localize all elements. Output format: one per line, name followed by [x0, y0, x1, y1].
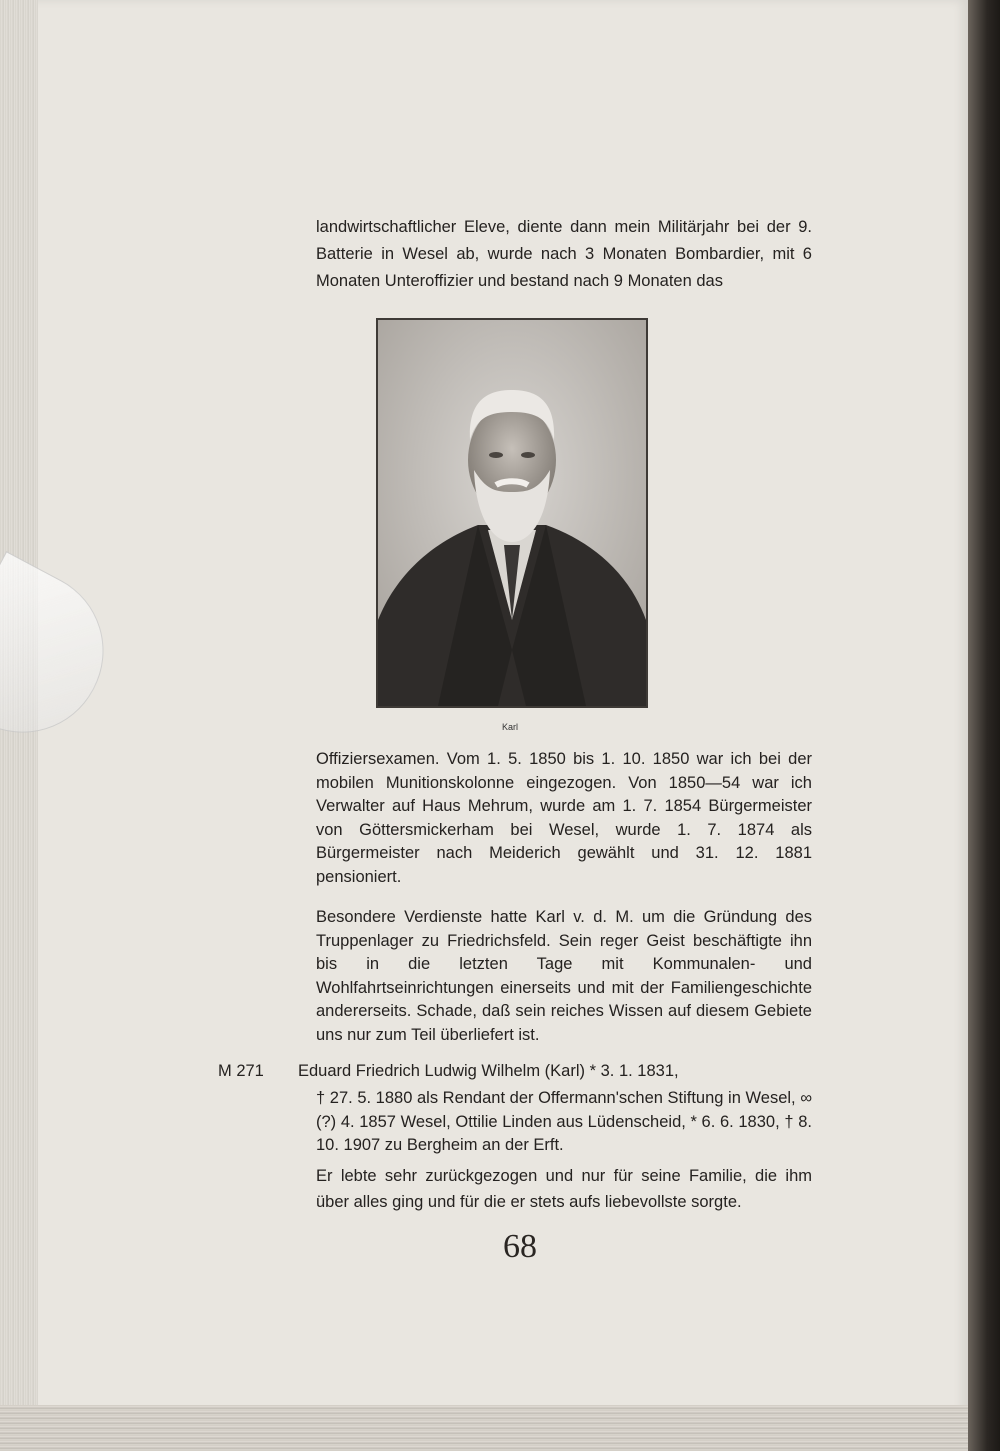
entry-description: Er lebte sehr zurückgezogen und nur für seine Familie, die ihm über alles ging und für die er stets aufs liebevollste sorgte.: [316, 1167, 812, 1211]
book-spine-shadow: [968, 0, 1000, 1451]
bottom-page-edges: [0, 1405, 968, 1451]
entry-heading: Eduard Friedrich Ludwig Wilhelm (Karl) * 3. 1. 1831,: [298, 1062, 679, 1080]
page-number: 68: [503, 1228, 537, 1265]
page-tab: [0, 551, 132, 761]
paragraph-after-photo: Offiziersexamen. Vom 1. 5. 1850 bis 1. 10. 1850 war ich bei der mobilen Munitionskolonne eingezogen. Von 1850—54 war ich Verwalter auf Haus Mehrum, wurde am 1. 7. 1854 Bürgermeister von Göttersmickerham bei Wesel, wurde 1. 7. 1874 als Bürgermeister nach Meiderich gewählt und 31. 12. 1881 pensioniert.: [316, 750, 812, 886]
photo-caption: Karl: [501, 722, 518, 732]
portrait-photo: [376, 318, 648, 708]
portrait-illustration: [378, 320, 646, 706]
entry-reference: M 271: [218, 1062, 264, 1080]
paragraph-top: landwirtschaftlicher Eleve, diente dann mein Militärjahr bei der 9. Batterie in Wesel ab, wurde nach 3 Monaten Bombardier, mit 6 Monaten Unteroffizier und bestand nach 9 Monaten das: [316, 218, 812, 290]
paragraph-merits: Besondere Verdienste hatte Karl v. d. M. um die Gründung des Truppenlager zu Friedrichsfeld. Sein reger Geist beschäftigte ihn bis in die letzten Tage mit Kommunalen- und Wohlfahrtseinrichtungen einerseits und mit der Familiengeschichte andererseits. Schade, daß sein reiches Wissen auf diesem Gebiete uns nur zum Teil überliefert ist.: [316, 908, 812, 1044]
entry-details: † 27. 5. 1880 als Rendant der Offermann'schen Stiftung in Wesel, ∞ (?) 4. 1857 Wesel, Ottilie Linden aus Lüdenscheid, * 6. 6. 1830, † 8. 10. 1907 zu Bergheim an der Erft.: [316, 1089, 812, 1154]
